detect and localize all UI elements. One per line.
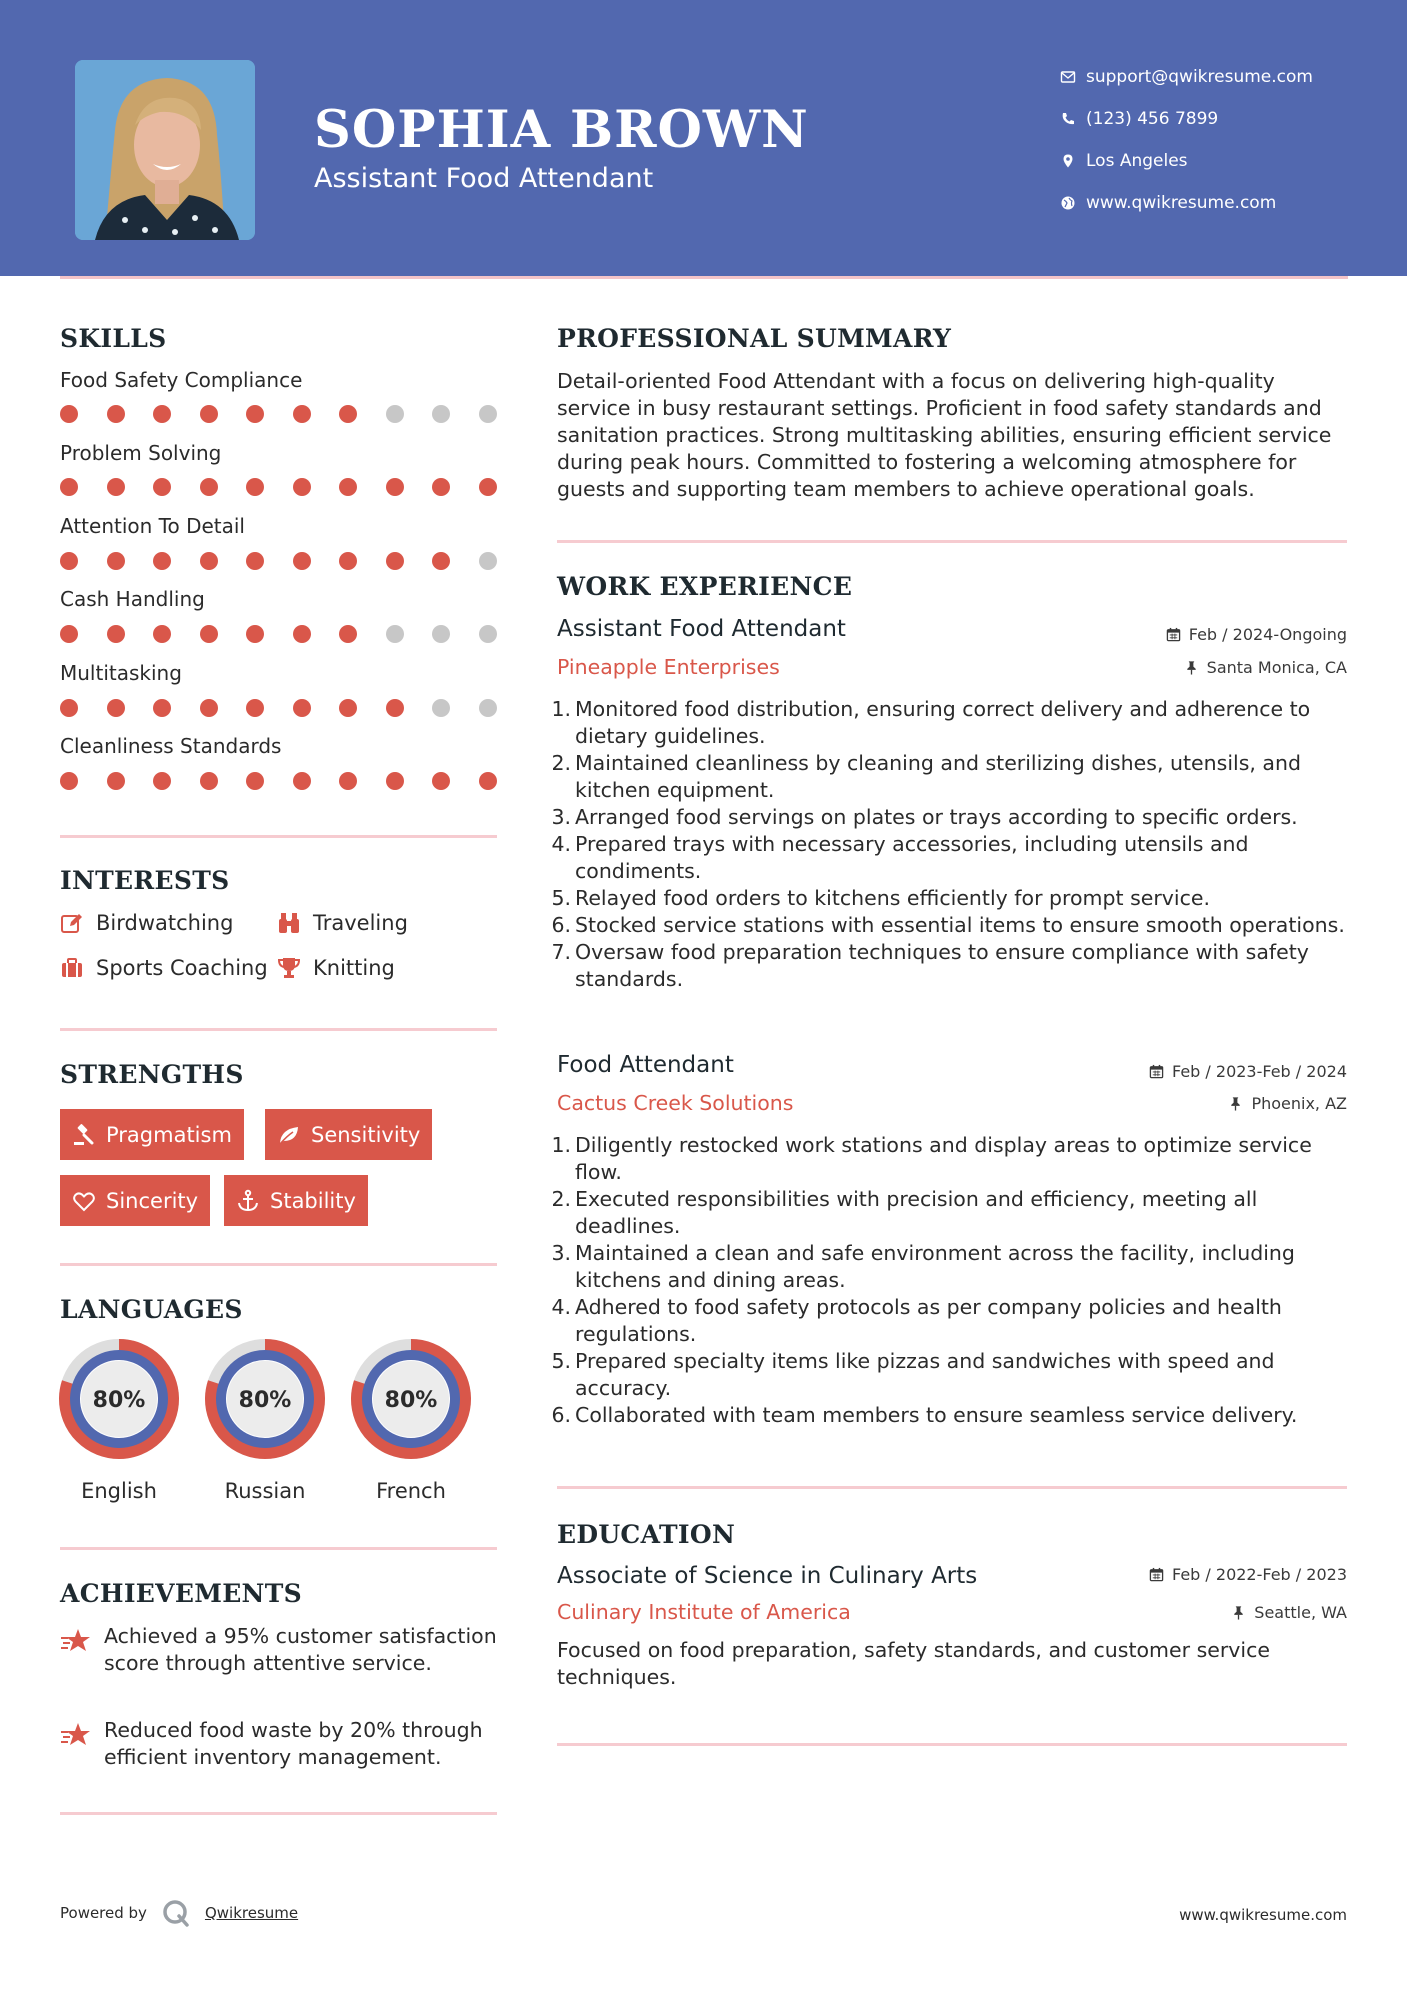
section-divider [60,1547,497,1550]
rating-dot-empty [479,552,497,570]
contact-phone-text: (123) 456 7899 [1086,109,1219,129]
bullet-number: 1. [551,697,571,721]
calendar-icon [1166,627,1181,642]
strength-label: Sincerity [106,1188,199,1213]
rating-dot-filled [386,478,404,496]
section-divider [557,1486,1347,1489]
qwikresume-logo-icon [161,1898,191,1928]
job-bullet [550,1240,1350,1294]
rating-dot-filled [432,552,450,570]
job-bullets [550,696,1350,993]
rating-dot-filled [293,552,311,570]
bullet-text: Stocked service stations with essential items to ensure smooth operations. [575,913,1345,937]
job-location [1184,658,1347,677]
job-bullet [550,1132,1350,1186]
contact-list [1050,56,1313,224]
summary-text: Detail-oriented Food Attendant with a focus on delivering high-quality service in busy restaurant settings. Proficient in food safety standards and sanitation practices. Strong multitasking abilities, ensuring efficient service during peak hours. Committed to fostering a welcoming atmosphere for guests and supporting team members to achieve operational goals. [557,369,1332,501]
education-location [1231,1603,1347,1622]
job-dates-text: Feb / 2023-Feb / 2024 [1172,1062,1347,1081]
bullet-number: 5. [551,886,571,910]
rating-dot-filled [200,478,218,496]
achievement-item [60,1717,500,1771]
job-dates [1166,625,1347,644]
strength-label: Stability [270,1188,356,1213]
bullet-text: Prepared specialty items like pizzas and sandwiches with speed and accuracy. [575,1349,1275,1400]
heart-icon [72,1189,96,1213]
job-bullet [550,912,1350,939]
rating-dot-filled [153,772,171,790]
rating-dot-filled [293,478,311,496]
language-item [203,1337,327,1503]
candidate-name: SOPHIA BROWN [314,100,809,160]
strength-label: Sensitivity [311,1122,421,1147]
rating-dot-filled [60,625,78,643]
powered-by-label: Powered by [60,1904,147,1922]
bullet-text: Monitored food distribution, ensuring correct delivery and adherence to dietary guidelines. [575,697,1311,748]
job-location-text: Santa Monica, CA [1206,658,1347,677]
strength-tag [224,1175,368,1226]
rating-dot-empty [432,405,450,423]
bullet-number: 2. [551,751,571,775]
job-title: Food Attendant [557,1052,734,1078]
strength-tag [265,1109,432,1160]
section-divider [60,1263,497,1266]
rating-dot-filled [200,772,218,790]
language-gauge [57,1337,181,1461]
rating-dot-filled [479,478,497,496]
bullet-text: Maintained cleanliness by cleaning and sterilizing dishes, utensils, and kitchen equipment. [575,751,1301,802]
rating-dot-empty [386,405,404,423]
rating-dot-filled [200,552,218,570]
degree-title: Associate of Science in Culinary Arts [557,1563,978,1589]
anchor-icon [236,1189,260,1213]
footer-powered-by [60,1898,298,1928]
rating-dot-filled [107,699,125,717]
rating-dot-filled [246,772,264,790]
gauge-label: 80% [384,1388,438,1413]
skill-name: Cash Handling [60,587,205,611]
skill-rating [60,552,500,572]
rating-dot-filled [246,552,264,570]
strengths-heading: STRENGTHS [60,1060,244,1089]
rating-dot-filled [60,405,78,423]
interest-label: Birdwatching [96,911,234,935]
rating-dot-filled [60,699,78,717]
profile-photo [75,60,255,240]
bullet-text: Oversaw food preparation techniques to ensure compliance with safety standards. [575,940,1309,991]
rating-dot-filled [339,699,357,717]
calendar-icon [1149,1064,1164,1079]
interest-item [277,956,395,980]
resume-header [0,0,1407,276]
calendar-icon [1149,1567,1164,1582]
rating-dot-filled [386,699,404,717]
rating-dot-filled [386,552,404,570]
rating-dot-filled [246,405,264,423]
achievements-heading: ACHIEVEMENTS [60,1579,302,1608]
brand-link[interactable]: Qwikresume [204,1904,299,1922]
briefcase-icon [60,956,84,980]
school-name: Culinary Institute of America [557,1600,851,1624]
rating-dot-filled [153,405,171,423]
bullet-text: Adhered to food safety protocols as per company policies and health regulations. [575,1295,1282,1346]
section-divider [60,1812,497,1815]
education-heading: EDUCATION [557,1520,736,1549]
language-name: English [81,1479,157,1503]
education-dates [1149,1565,1347,1584]
gauge-label: 80% [92,1388,146,1413]
bullet-number: 3. [551,1241,571,1265]
bullet-number: 6. [551,1403,571,1427]
envelope-icon [1050,69,1086,85]
rating-dot-filled [107,478,125,496]
summary-heading: PROFESSIONAL SUMMARY [557,324,952,353]
pushpin-icon [1231,1605,1246,1620]
rating-dot-filled [479,772,497,790]
contact-location-text: Los Angeles [1086,151,1188,171]
language-gauge [349,1337,473,1461]
leaf-icon [277,1123,301,1147]
job-title: Assistant Food Attendant [557,616,846,642]
rating-dot-filled [293,772,311,790]
star-icon [60,1721,92,1749]
contact-location [1050,140,1313,182]
bullet-number: 5. [551,1349,571,1373]
pushpin-icon [1184,660,1199,675]
strength-tag [60,1109,244,1160]
rating-dot-filled [246,625,264,643]
rating-dot-filled [107,552,125,570]
skill-name: Multitasking [60,661,182,685]
language-item [349,1337,473,1503]
section-divider [60,1028,497,1031]
education-location-text: Seattle, WA [1254,1603,1347,1622]
achievement-text: Achieved a 95% customer satisfaction score through attentive service. [104,1624,497,1675]
language-item [57,1337,181,1503]
map-pin-icon [1050,153,1086,169]
skill-name: Cleanliness Standards [60,734,282,758]
interest-label: Sports Coaching [96,956,268,980]
bullet-text: Relayed food orders to kitchens efficiently for prompt service. [575,886,1211,910]
phone-icon [1050,111,1086,127]
gauge-label: 80% [238,1388,292,1413]
job-bullet [550,831,1350,885]
bullet-number: 1. [551,1133,571,1157]
language-name: Russian [224,1479,306,1503]
achievement-text: Reduced food waste by 20% through efficient inventory management. [104,1718,483,1769]
job-dates-text: Feb / 2024-Ongoing [1188,625,1347,644]
trophy-icon [277,956,301,980]
skill-name: Food Safety Compliance [60,368,303,392]
footer-website[interactable]: www.qwikresume.com [1179,1906,1347,1924]
skill-rating [60,772,500,792]
rating-dot-filled [60,478,78,496]
job-bullets [550,1132,1350,1429]
interest-label: Knitting [313,956,395,980]
rating-dot-filled [153,699,171,717]
rating-dot-filled [339,772,357,790]
education-description: Focused on food preparation, safety standards, and customer service techniques. [557,1638,1271,1689]
strength-tag [60,1175,210,1226]
education-dates-text: Feb / 2022-Feb / 2023 [1172,1565,1347,1584]
contact-phone[interactable] [1050,98,1313,140]
achievement-item [60,1623,500,1677]
globe-icon [1050,195,1086,211]
skill-rating [60,478,500,498]
job-bullet [550,750,1350,804]
rating-dot-filled [293,405,311,423]
candidate-role: Assistant Food Attendant [314,163,654,194]
rating-dot-empty [386,625,404,643]
rating-dot-filled [246,478,264,496]
rating-dot-filled [60,772,78,790]
section-divider [60,835,497,838]
skill-rating [60,625,500,645]
bullet-number: 6. [551,913,571,937]
company-name: Pineapple Enterprises [557,655,780,679]
bullet-text: Executed responsibilities with precision and efficiency, meeting all deadlines. [575,1187,1258,1238]
bullet-text: Arranged food servings on plates or trays according to specific orders. [575,805,1298,829]
bullet-text: Collaborated with team members to ensure seamless service delivery. [575,1403,1298,1427]
rating-dot-filled [200,699,218,717]
job-bullet [550,804,1350,831]
language-name: French [376,1479,446,1503]
interest-label: Traveling [313,911,408,935]
interests-heading: INTERESTS [60,866,230,895]
rating-dot-filled [246,699,264,717]
bullet-number: 4. [551,832,571,856]
rating-dot-filled [339,552,357,570]
job-bullet [550,1186,1350,1240]
rating-dot-filled [432,478,450,496]
rating-dot-filled [60,552,78,570]
rating-dot-filled [386,772,404,790]
rating-dot-filled [107,625,125,643]
job-bullet [550,1402,1350,1429]
rating-dot-empty [479,625,497,643]
rating-dot-empty [432,699,450,717]
rating-dot-empty [479,699,497,717]
company-name: Cactus Creek Solutions [557,1091,794,1115]
job-bullet [550,885,1350,912]
skill-name: Attention To Detail [60,514,245,538]
bullet-text: Maintained a clean and safe environment across the facility, including kitchens and dining areas. [575,1241,1295,1292]
skills-heading: SKILLS [60,324,167,353]
job-location-text: Phoenix, AZ [1251,1094,1347,1113]
bullet-number: 3. [551,805,571,829]
rating-dot-filled [200,405,218,423]
strength-label: Pragmatism [106,1122,232,1147]
section-divider [557,1743,1347,1746]
star-icon [60,1627,92,1655]
job-bullet [550,1348,1350,1402]
rating-dot-filled [153,478,171,496]
rating-dot-filled [432,772,450,790]
rating-dot-filled [293,625,311,643]
rating-dot-filled [107,405,125,423]
bullet-text: Prepared trays with necessary accessories, including utensils and condiments. [575,832,1249,883]
gavel-icon [72,1123,96,1147]
pencil-square-icon [60,911,84,935]
contact-website-text: www.qwikresume.com [1086,193,1277,213]
bullet-number: 4. [551,1295,571,1319]
bullet-number: 7. [551,940,571,964]
rating-dot-empty [432,625,450,643]
rating-dot-filled [339,405,357,423]
job-location [1228,1094,1347,1113]
languages-heading: LANGUAGES [60,1295,243,1324]
rating-dot-filled [339,478,357,496]
rating-dot-filled [339,625,357,643]
rating-dot-filled [153,552,171,570]
bullet-text: Diligently restocked work stations and display areas to optimize service flow. [575,1133,1312,1184]
interest-item [60,956,268,980]
binoculars-icon [277,911,301,935]
interest-item [60,911,233,935]
job-dates [1149,1062,1347,1081]
job-bullet [550,1294,1350,1348]
bullet-number: 2. [551,1187,571,1211]
rating-dot-filled [200,625,218,643]
skill-rating [60,405,500,425]
contact-website[interactable] [1050,182,1313,224]
section-divider [557,540,1347,543]
pushpin-icon [1228,1096,1243,1111]
experience-heading: WORK EXPERIENCE [557,572,853,601]
job-bullet [550,939,1350,993]
interest-item [277,911,408,935]
skill-name: Problem Solving [60,441,222,465]
rating-dot-filled [293,699,311,717]
rating-dot-filled [107,772,125,790]
header-divider [60,276,1348,279]
language-gauge [203,1337,327,1461]
job-bullet [550,696,1350,750]
rating-dot-empty [479,405,497,423]
contact-email-text: support@qwikresume.com [1086,67,1313,87]
skill-rating [60,699,500,719]
rating-dot-filled [153,625,171,643]
contact-email[interactable] [1050,56,1313,98]
